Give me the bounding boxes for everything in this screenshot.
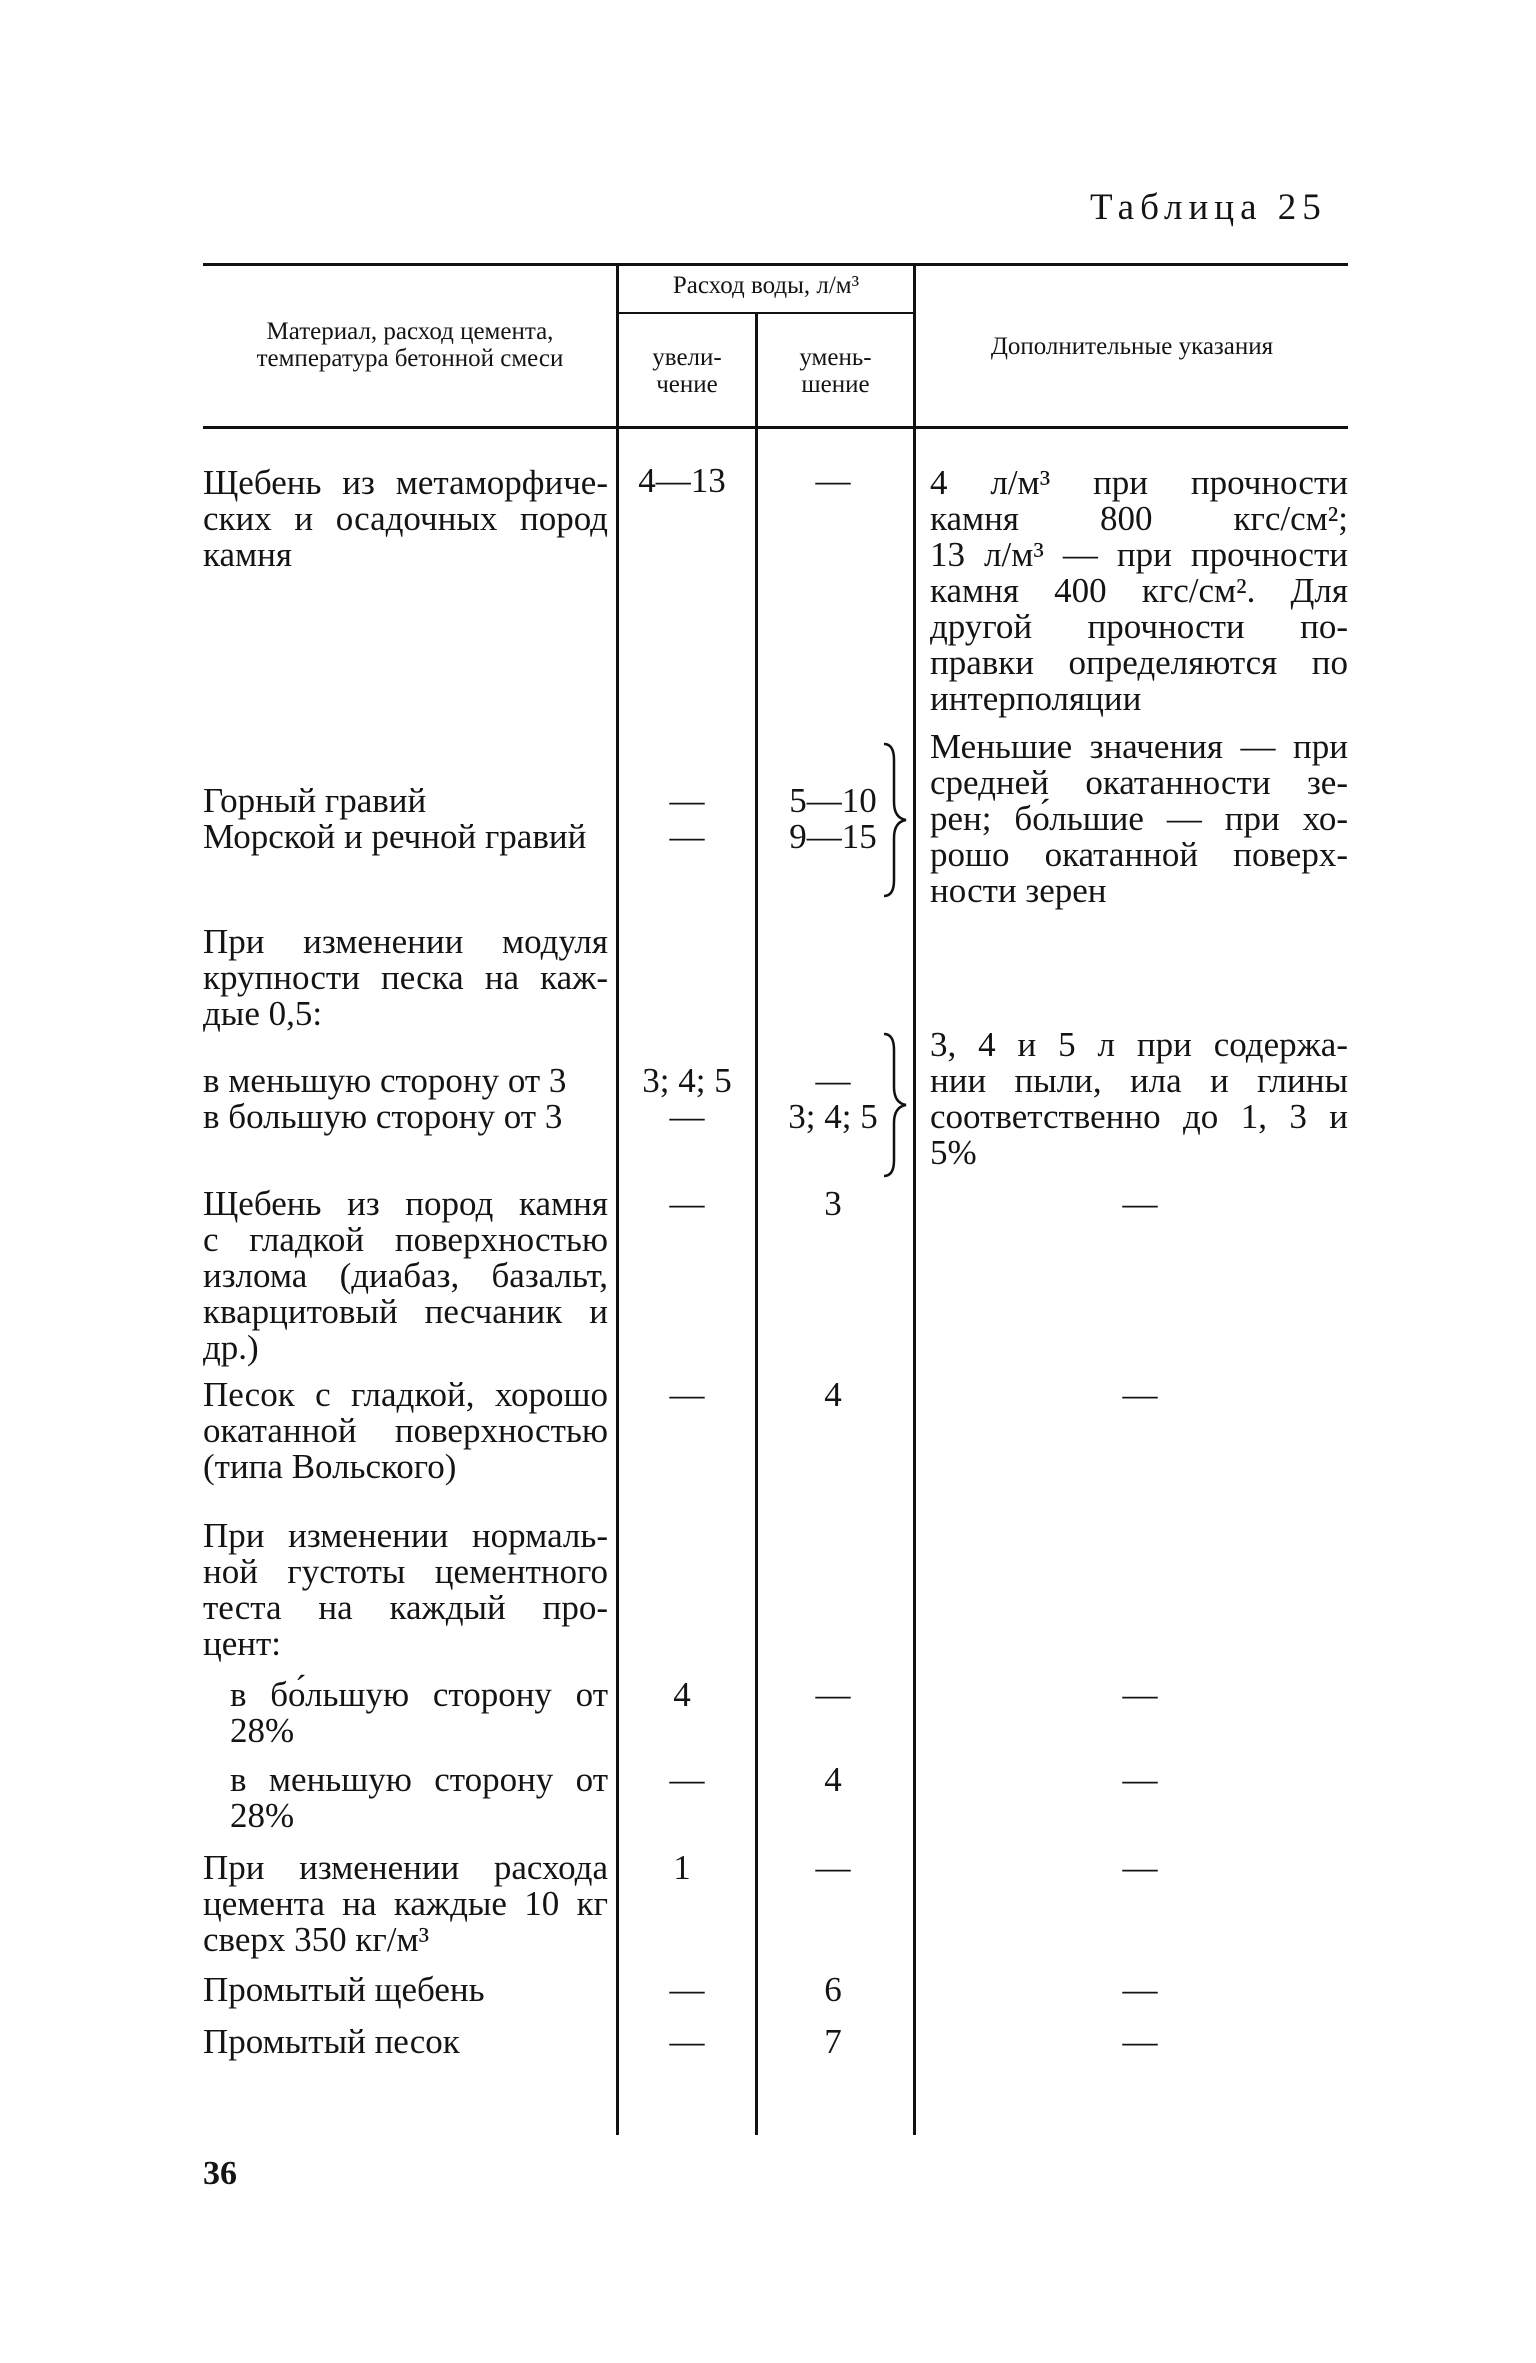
row-decrease: — (815, 461, 851, 500)
row-decrease: 6 (824, 1970, 842, 2009)
row-notes: — (1122, 1184, 1158, 1223)
row-material: При изменении модуля крупности песка на каж- дые 0,5: (203, 922, 608, 1033)
header-notes: Дополнительные указания (990, 333, 1274, 360)
row-material: Горный гравий Морской и речной гравий (203, 781, 587, 856)
row-increase: 4—13 (638, 461, 726, 500)
right-brace (880, 1030, 910, 1180)
row-decrease: 4 (824, 1375, 842, 1414)
row-decrease: — 3; 4; 5 (788, 1061, 878, 1136)
row-decrease: 4 (824, 1760, 842, 1799)
page-number: 36 (203, 2155, 237, 2192)
row-decrease: — (815, 1675, 851, 1714)
row-material: Песок с гладкой, хорошо окатанной поверхностью (типа Вольского) (203, 1375, 608, 1486)
row-notes: 4 л/м³ при прочности камня 800 кгс/см²; 13 л/м³ — при прочности камня 400 кгс/см². Для другой прочности по- правки определяются по интерполяции (930, 463, 1348, 718)
row-material: в меньшую сторону от 3 в большую сторону от 3 (203, 1061, 567, 1136)
row-increase: — (669, 1970, 705, 2009)
row-notes: Меньшие значения — при средней окатанности зе- рен; бо́льшие — при хо- рошо окатанной поверх- ности зерен (930, 727, 1348, 910)
row-notes: — (1122, 1675, 1158, 1714)
row-decrease: 5—10 9—15 (789, 781, 877, 856)
row-increase: — — (669, 781, 705, 856)
col-divider-3 (913, 263, 916, 2135)
row-notes: — (1122, 2022, 1158, 2061)
row-material: При изменении нормаль- ной густоты цементного теста на каждый про- цент: (203, 1516, 608, 1663)
row-decrease: — (815, 1848, 851, 1887)
row-notes: — (1122, 1375, 1158, 1414)
row-increase: 3; 4; 5 — (642, 1061, 732, 1136)
row-material: Щебень из пород камня с гладкой поверхностью излома (диабаз, базальт, кварцитовый песчаник и др.) (203, 1184, 608, 1367)
header-increase: увели- чение (652, 344, 722, 398)
row-increase: — (669, 1375, 705, 1414)
row-material: Щебень из метаморфиче- ских и осадочных пород камня (203, 463, 608, 574)
row-increase: 4 (673, 1675, 691, 1714)
row-decrease: 7 (824, 2022, 842, 2061)
row-increase: — (669, 2022, 705, 2061)
row-increase: — (669, 1184, 705, 1223)
row-increase: 1 (673, 1848, 691, 1887)
subheader-rule (618, 312, 915, 314)
row-material: в меньшую сторону от 28% (230, 1760, 608, 1835)
row-material: Промытый щебень (203, 1970, 485, 2009)
row-material: При изменении расхода цемента на каждые 10 кг сверх 350 кг/м³ (203, 1848, 608, 1959)
header-decrease: умень- шение (799, 344, 872, 398)
row-notes: 3, 4 и 5 л при содержа- нии пыли, ила и глины соответственно до 1, 3 и 5% (930, 1025, 1348, 1172)
row-notes: — (1122, 1760, 1158, 1799)
row-increase: — (669, 1760, 705, 1799)
row-material: в бо́льшую сторону от 28% (230, 1675, 608, 1750)
header-material: Материал, расход цемента, температура бетонной смеси (256, 318, 564, 372)
header-water-consumption: Расход воды, л/м³ (672, 272, 860, 299)
row-notes: — (1122, 1848, 1158, 1887)
header-bottom-rule (203, 426, 1348, 429)
row-material: Промытый песок (203, 2022, 460, 2061)
row-notes: — (1122, 1970, 1158, 2009)
row-decrease: 3 (824, 1184, 842, 1223)
table-title: Таблица 25 (1090, 187, 1327, 228)
right-brace (880, 740, 910, 900)
